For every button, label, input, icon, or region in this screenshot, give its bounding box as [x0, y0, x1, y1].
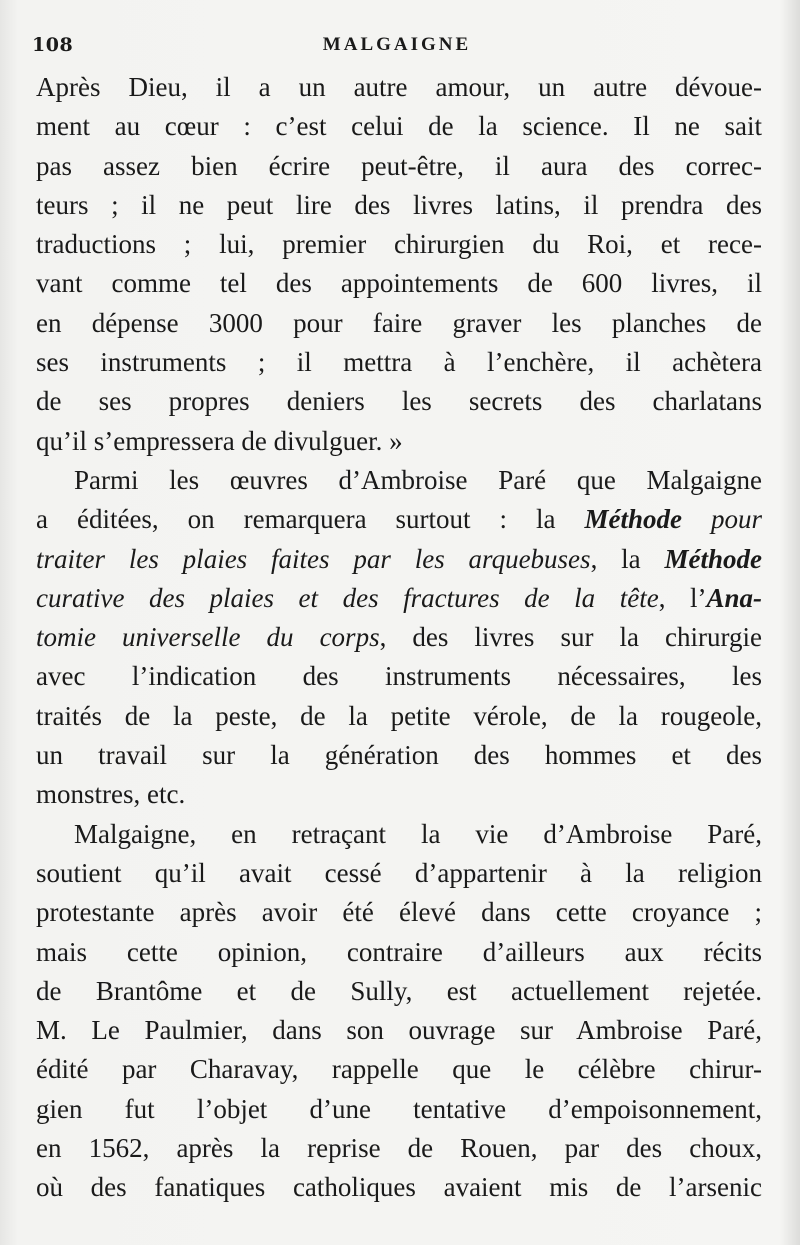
text-line: où des fanatiques catholiques avaient mis de l’arsenic: [36, 1172, 762, 1203]
text-line: gien fut l’objet d’une tentative d’empoisonnement,: [36, 1093, 762, 1124]
paragraph-1: [36, 68, 762, 461]
page-header: [32, 34, 762, 60]
text-line: ment au cœur : c’est celui de la science. Il ne sait: [36, 111, 762, 142]
text-line: mais cette opinion, contraire d’ailleurs aux récits: [36, 936, 762, 967]
page-number: 108: [32, 34, 74, 56]
italic-title: Méthode: [584, 504, 682, 535]
running-title: MALGAIGNE: [322, 34, 472, 55]
text-line: Parmi les œuvres d’Ambroise Paré que Malgaigne: [74, 464, 762, 495]
text-line: Après Dieu, il a un autre amour, un autre dévoue-: [36, 72, 762, 102]
text-line: avec l’indication des instruments nécessaires, les: [36, 661, 762, 692]
text-line: de Brantôme et de Sully, est actuellement rejetée.: [36, 975, 762, 1006]
text-line: soutient qu’il avait cessé d’appartenir à la religion: [36, 857, 762, 888]
italic-title: pour: [682, 504, 762, 535]
text-line: en dépense 3000 pour faire graver les planches de: [36, 307, 762, 338]
italic-title: Ana-: [706, 582, 762, 613]
italic-title: Méthode: [664, 543, 762, 574]
text-line: [36, 540, 762, 579]
paragraph-2: [36, 461, 762, 815]
italic-title: tomie universelle du corps: [36, 622, 380, 653]
text-line: Malgaigne, en retraçant la vie d’Ambroise Paré,: [74, 818, 762, 849]
text-line: [36, 579, 762, 618]
text-line: vant comme tel des appointements de 600 livres, il: [36, 268, 762, 299]
text-line: teurs ; il ne peut lire des livres latins, il prendra des: [36, 189, 762, 220]
italic-title: traiter les plaies faites par les arquebuses: [36, 543, 591, 574]
text-line: [36, 618, 762, 657]
text-line: protestante après avoir été élevé dans cette croyance ;: [36, 897, 762, 928]
text-line: pas assez bien écrire peut-être, il aura des correc-: [36, 150, 762, 181]
text-run: a éditées, on remarquera surtout : la: [36, 504, 585, 535]
text-run: , des livres sur la chirurgie: [379, 622, 762, 653]
text-run: , la: [590, 543, 665, 574]
text-line: [36, 500, 762, 539]
text-line: traités de la peste, de la petite vérole, de la rougeole,: [36, 700, 762, 731]
text-line: de ses propres deniers les secrets des charlatans: [36, 386, 762, 417]
text-line: traductions ; lui, premier chirurgien du Roi, et rece-: [36, 229, 762, 260]
italic-title: curative des plaies et des fractures de la tête: [36, 582, 659, 613]
text-line: qu’il s’empressera de divulguer. »: [36, 425, 403, 456]
text-line: édité par Charavay, rappelle que le célèbre chirur-: [36, 1054, 762, 1085]
body-text: [36, 68, 762, 1208]
text-line: un travail sur la génération des hommes et des: [36, 740, 762, 771]
paragraph-3: [36, 815, 762, 1208]
text-line: monstres, etc.: [36, 779, 186, 810]
text-line: ses instruments ; il mettra à l’enchère, il achètera: [36, 347, 762, 378]
text-run: , l’: [658, 582, 707, 613]
text-line: en 1562, après la reprise de Rouen, par des choux,: [36, 1133, 762, 1164]
text-line: M. Le Paulmier, dans son ouvrage sur Ambroise Paré,: [36, 1015, 762, 1046]
